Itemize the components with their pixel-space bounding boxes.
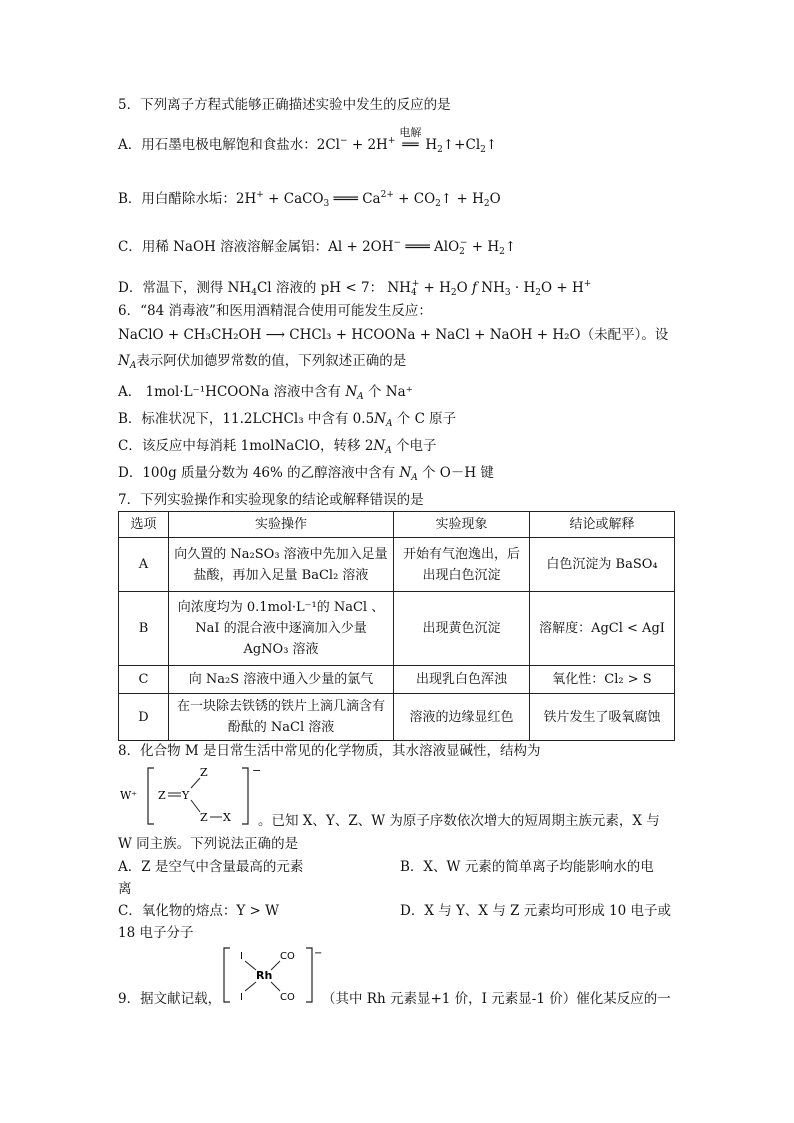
rh-center: Rh xyxy=(256,969,273,982)
q6-option-a: A． 1mol·L⁻¹HCOONa 溶液中含有 $N_A$ 个 Na⁺ xyxy=(118,384,413,402)
q8-after-structure: 。已知 X、Y、Z、W 为原子序数依次增大的短周期主族元素，X 与 xyxy=(258,813,660,829)
table-header: 结论或解释 xyxy=(530,512,675,538)
struct-z-bottom: Z xyxy=(200,811,208,824)
table-row xyxy=(119,592,675,666)
q5-b-label: B．用白醋除水垢： xyxy=(118,191,236,207)
q8-option-b-wrap: 离 xyxy=(118,881,132,897)
table-cell: 向久置的 Na₂SO₃ 溶液中先加入足量盐酸，再加入足量 BaCl₂ 溶液 xyxy=(169,538,394,592)
table-header-row xyxy=(119,512,675,538)
table-cell: 向 Na₂S 溶液中通入少量的氯气 xyxy=(169,666,394,694)
compound-m-structure xyxy=(118,762,262,828)
q6-stem: 6．“84 消毒液”和医用酒精混合使用可能发生反应： xyxy=(118,303,432,319)
q5-stem: 5．下列离子方程式能够正确描述实验中发生的反应的是 xyxy=(118,97,451,113)
q6-equation: NaClO + CH₃CH₂OH ⟶ CHCl₃ + HCOONa + NaCl + NaOH + H₂O（未配平）。设 xyxy=(118,327,669,343)
table-header: 实验操作 xyxy=(169,512,394,538)
q6-option-c: C．该反应中每消耗 1molNaClO，转移 $2N_A$ 个电子 xyxy=(118,438,437,456)
q7-stem: 7．下列实验操作和实验现象的结论或解释错误的是 xyxy=(118,492,424,508)
table-cell: 白色沉淀为 BaSO₄ xyxy=(530,538,675,592)
rh-complex-structure xyxy=(214,944,322,1006)
table-row xyxy=(119,694,675,741)
struct-x: X xyxy=(223,811,231,824)
table-cell: 开始有气泡逸出，后出现白色沉淀 xyxy=(394,538,530,592)
q8-option-c: C．氧化物的熔点：Y > W xyxy=(118,903,280,919)
struct-charge: − xyxy=(252,764,262,777)
q8-line2: W 同主族。下列说法正确的是 xyxy=(118,836,299,852)
struct-z-top: Z xyxy=(200,766,208,779)
table-cell: A xyxy=(119,538,169,592)
rh-co-bottom: CO xyxy=(280,992,295,1003)
q9-tail: （其中 Rh 元素显+1 价，I 元素显-1 价）催化某反应的一 xyxy=(322,991,671,1007)
table-header: 选项 xyxy=(119,512,169,538)
table-cell: 出现乳白色浑浊 xyxy=(394,666,530,694)
q9-stem: 9．据文献记载， xyxy=(118,991,222,1007)
table-cell: B xyxy=(119,592,169,666)
table-cell: C xyxy=(119,666,169,694)
q7-experiment-table xyxy=(118,511,675,741)
q5-option-b: B．用白醋除水垢：2H+ + CaCO$_3$ ═══ $Ca^{2+}$ + $CO_2↑ + H_2O$ xyxy=(118,190,501,209)
table-cell: 氧化性：Cl₂ > S xyxy=(530,666,675,694)
table-row xyxy=(119,666,675,694)
table-cell: 溶解度：AgCl < AgI xyxy=(530,592,675,666)
table-cell: 在一块除去铁锈的铁片上滴几滴含有酚酞的 NaCl 溶液 xyxy=(169,694,394,741)
q5-a-label: A．用石墨电极电解饱和食盐水： xyxy=(118,137,317,153)
table-cell: 溶液的边缘显红色 xyxy=(394,694,530,741)
q5-option-d: D．常温下，测得 $NH_4Cl$ 溶液的 pH < 7： $NH_4^+ + H_2O$ f $NH_3 \cdot H_2O + H^+$ xyxy=(118,279,592,298)
q8-option-d: D．X 与 Y、X 与 Z 元素均可形成 10 电子或 xyxy=(400,903,672,919)
q8-option-b: B．X、W 元素的简单离子均能影响水的电 xyxy=(400,859,654,875)
q8-option-d-wrap: 18 电子分子 xyxy=(118,925,194,941)
q6-na-line: $N_A$表示阿伏加德罗常数的值，下列叙述正确的是 xyxy=(118,353,407,371)
q5-c-label: C．用稀 NaOH 溶液溶解金属铝： xyxy=(118,239,329,255)
table-row xyxy=(119,538,675,592)
table-cell: 铁片发生了吸氧腐蚀 xyxy=(530,694,675,741)
table-cell: 出现黄色沉淀 xyxy=(394,592,530,666)
struct-z-left: Z xyxy=(158,789,166,802)
q8-stem: 8．化合物 M 是日常生活中常见的化学物质，其水溶液显碱性，结构为 xyxy=(118,743,541,759)
rh-i-bottom: I xyxy=(240,992,243,1003)
q6-option-d: D．100g 质量分数为 46% 的乙醇溶液中含有 $N_A$ 个 O－H 键 xyxy=(118,465,494,483)
struct-w: W⁺ xyxy=(120,789,138,802)
rh-i-top: I xyxy=(240,951,243,962)
q8-option-a: A．Z 是空气中含量最高的元素 xyxy=(118,859,304,875)
struct-y: Y xyxy=(182,789,190,802)
table-cell: D xyxy=(119,694,169,741)
q6-option-b: B．标准状况下，11.2LCHCl₃ 中含有 $0.5N_A$ 个 C 原子 xyxy=(118,411,457,429)
table-cell: 向浓度均为 0.1mol·L⁻¹的 NaCl 、NaI 的混合液中逐滴加入少量 AgNO₃ 溶液 xyxy=(169,592,394,666)
q5-option-a: A．用石墨电极电解饱和食盐水：2Cl− + 2H+ 电解 ══ $H_2↑+Cl_2↑$ xyxy=(118,126,498,155)
rh-charge: − xyxy=(314,948,323,959)
q5-a-condition: 电解 xyxy=(399,126,422,139)
q5-option-c: C．用稀 NaOH 溶液溶解金属铝：Al + 2OH− ═══ $AlO_2^- + H_2↑$ xyxy=(118,238,517,257)
table-header: 实验现象 xyxy=(394,512,530,538)
rh-co-top: CO xyxy=(280,951,295,962)
